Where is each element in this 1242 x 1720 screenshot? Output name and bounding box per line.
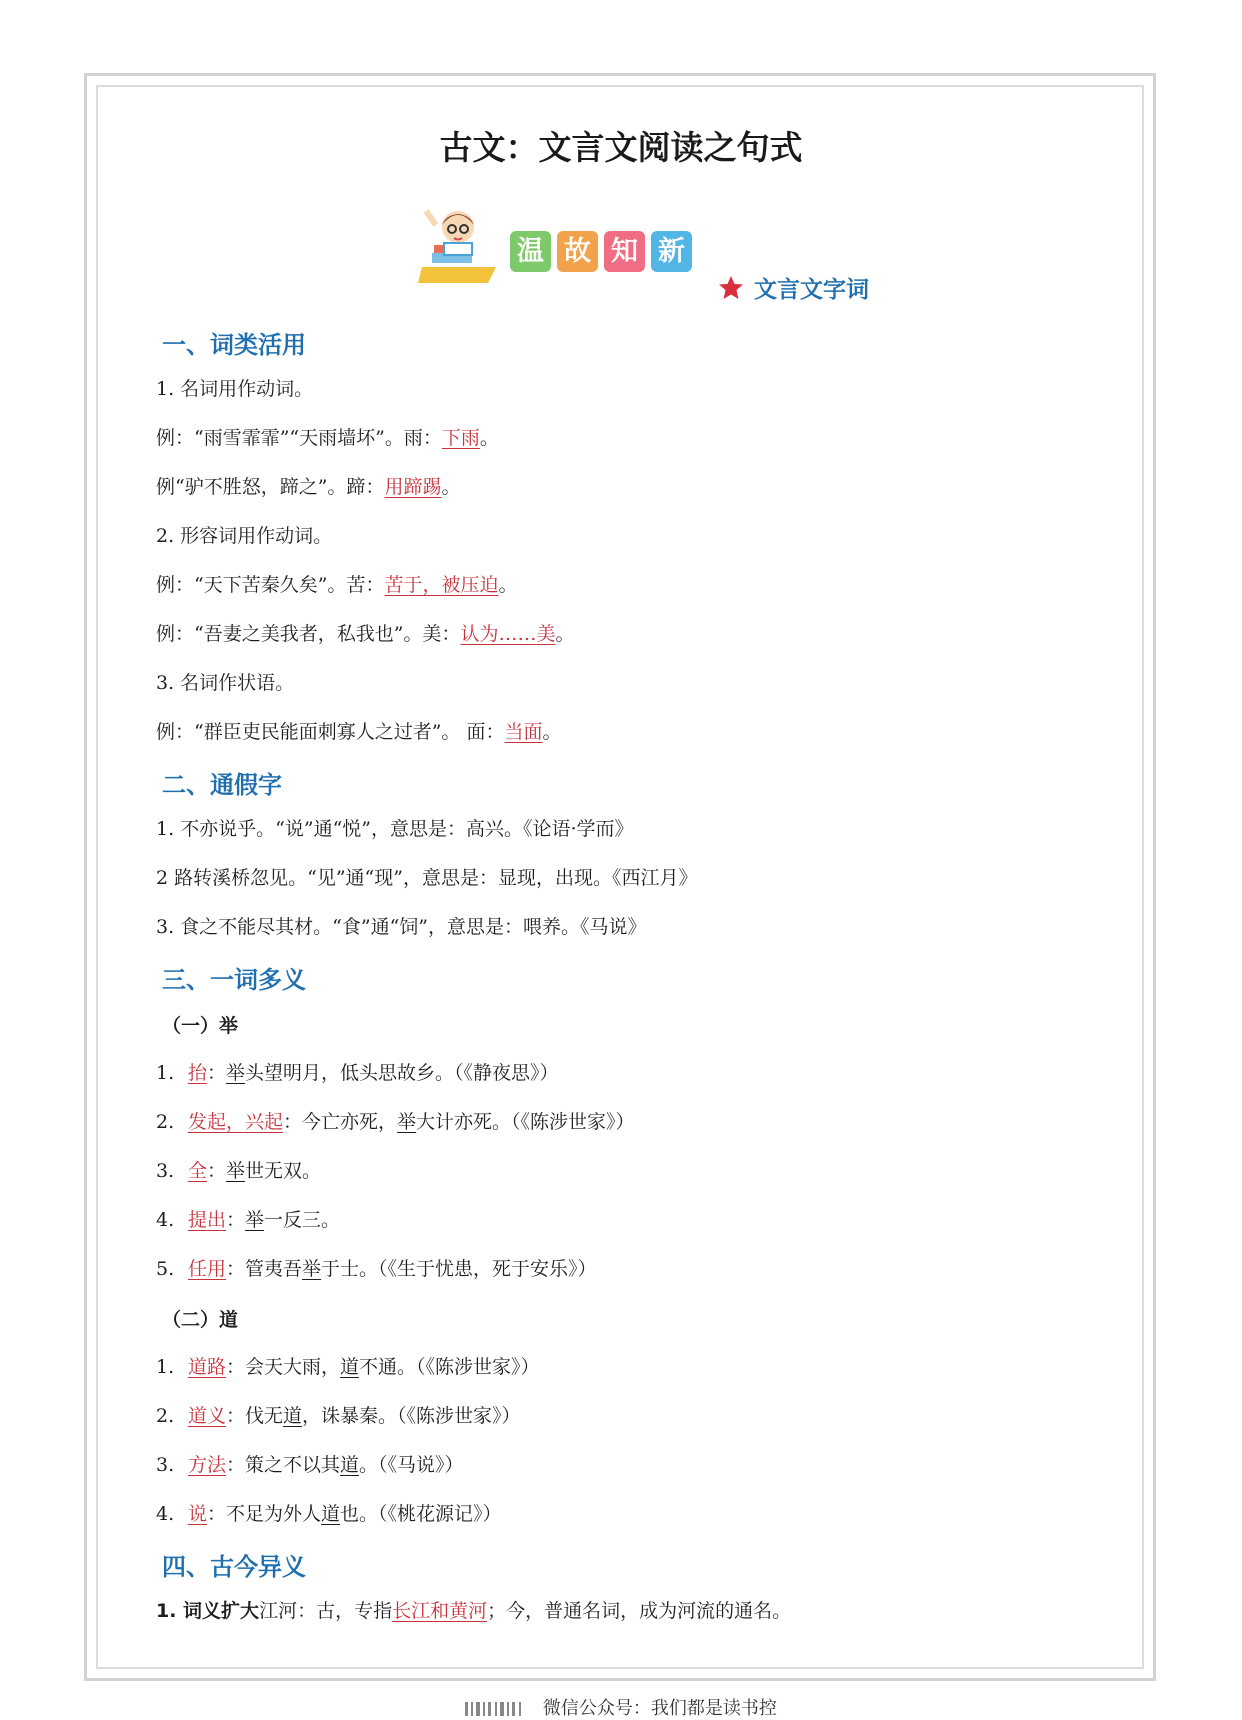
star-icon — [718, 275, 744, 301]
footer-text: 微信公众号：我们都是读书控 — [542, 1698, 777, 1719]
answer: 抬 — [188, 1062, 208, 1084]
answer: 方法 — [188, 1454, 227, 1476]
answer: 当面 — [504, 721, 543, 743]
page-title: 古文：文言文阅读之句式 — [439, 128, 803, 167]
banner-subtitle-text: 文言文字词 — [754, 277, 869, 303]
barcode-icon — [465, 1700, 525, 1718]
subsection-ju: （一）举 — [162, 1015, 239, 1037]
answer: 长江和黄河 — [392, 1600, 488, 1622]
student-reading-icon — [418, 205, 504, 285]
list-item: 4. 提出：举一反三。 — [156, 1209, 341, 1231]
answer: 苦于，被压迫 — [384, 574, 499, 596]
answer: 发起，兴起 — [188, 1111, 284, 1133]
s2-line-2: 2 路转溪桥忽见。“见”通“现”，意思是：显现，出现。《西江月》 — [156, 867, 698, 889]
s2-line-1: 1. 不亦说乎。“说”通“悦”，意思是：高兴。《论语·学而》 — [156, 818, 634, 840]
banner-tile-xin: 新 — [651, 231, 692, 272]
answer: 道义 — [188, 1405, 227, 1427]
answer: 认为……美 — [460, 623, 556, 645]
list-item: 1. 道路：会天大雨，道不通。（《陈涉世家》） — [156, 1356, 540, 1378]
list-item: 2. 道义：伐无道，诛暴秦。（《陈涉世家》） — [156, 1405, 521, 1427]
answer: 用蹄踢 — [384, 476, 442, 498]
s2-line-3: 3. 食之不能尽其材。“食”通“饲”，意思是：喂养。《马说》 — [156, 916, 647, 938]
s1-example-1: 例：“雨雪霏霏”“天雨墙坏”。雨：下雨。 — [156, 427, 499, 449]
list-item: 1. 抬：举头望明月，低头思故乡。（《静夜思》） — [156, 1062, 559, 1084]
answer: 说 — [188, 1503, 208, 1525]
s1-line-2: 2. 形容词用作动词。 — [156, 525, 333, 547]
s1-example-3: 例：“天下苦秦久矣”。苦：苦于，被压迫。 — [156, 574, 518, 596]
banner-subtitle — [718, 271, 869, 304]
review-banner — [418, 205, 898, 305]
list-item: 5. 任用：管夷吾举于士。（《生于忧患，死于安乐》） — [156, 1258, 597, 1280]
section-heading-3: 三、一词多义 — [162, 966, 306, 994]
section-heading-2: 二、通假字 — [162, 771, 282, 799]
section-heading-4: 四、古今异义 — [162, 1553, 306, 1581]
list-item: 3. 全：举世无双。 — [156, 1160, 322, 1182]
banner-tile-zhi: 知 — [604, 231, 645, 272]
answer: 道路 — [188, 1356, 227, 1378]
s1-example-2: 例“驴不胜怒，蹄之”。蹄：用蹄踢。 — [156, 476, 461, 498]
list-item: 3. 方法：策之不以其道。（《马说》） — [156, 1454, 464, 1476]
s1-line-1: 1. 名词用作动词。 — [156, 378, 314, 400]
answer: 下雨 — [441, 427, 480, 449]
answer: 任用 — [188, 1258, 227, 1280]
s1-example-4: 例：“吾妻之美我者，私我也”。美：认为……美。 — [156, 623, 575, 645]
subsection-dao: （二）道 — [162, 1309, 239, 1331]
answer: 全 — [188, 1160, 208, 1182]
s1-example-5: 例：“群臣吏民能面刺寡人之过者”。 面：当面。 — [156, 721, 562, 743]
list-item: 4. 说：不足为外人道也。（《桃花源记》） — [156, 1503, 502, 1525]
footer — [0, 1694, 1242, 1720]
answer: 提出 — [188, 1209, 227, 1231]
s4-line-1: 1. 词义扩大江河：古，专指长江和黄河；今，普通名词，成为河流的通名。 — [156, 1600, 792, 1622]
list-item: 2. 发起，兴起：今亡亦死，举大计亦死。（《陈涉世家》） — [156, 1111, 635, 1133]
section-heading-1: 一、词类活用 — [162, 331, 306, 359]
s1-line-3: 3. 名词作状语。 — [156, 672, 295, 694]
banner-tile-wen: 温 — [510, 231, 551, 272]
banner-tile-gu: 故 — [557, 231, 598, 272]
